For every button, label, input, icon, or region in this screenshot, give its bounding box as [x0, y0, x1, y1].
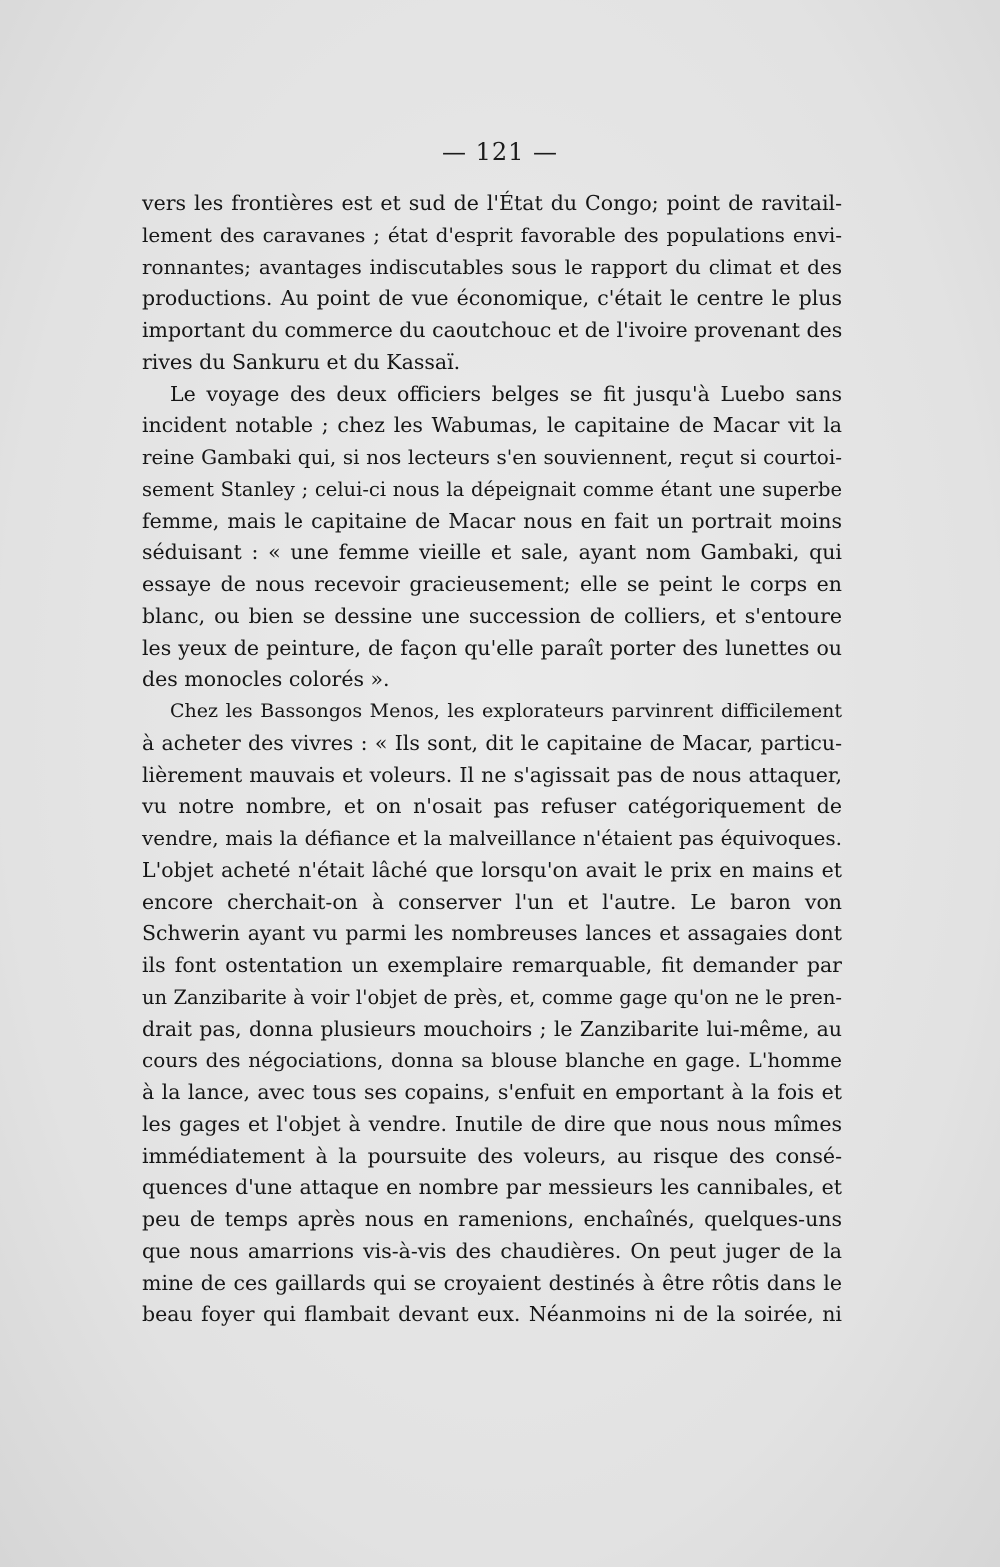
- text-line: ronnantes; avantages indiscutables sous le rapport du climat et des: [142, 254, 842, 279]
- text-line: les gages et l'objet à vendre. Inutile de dire que nous nous mîmes: [142, 1111, 842, 1136]
- text-line: un Zanzibarite à voir l'objet de près, et, comme gage qu'on ne le pren-: [142, 985, 842, 1009]
- text-line: femme, mais le capitaine de Macar nous en fait un portrait moins: [142, 508, 842, 533]
- paragraph-start-line: Le voyage des deux officiers belges se fit jusqu'à Luebo sans: [170, 381, 842, 406]
- text-line: des monocles colorés ».: [142, 667, 390, 692]
- text-line: Schwerin ayant vu parmi les nombreuses lances et assagaies dont: [142, 921, 842, 946]
- text-line: à acheter des vivres : « Ils sont, dit le capitaine de Macar, particu-: [142, 730, 842, 755]
- text-line: blanc, ou bien se dessine une succession de colliers, et s'entoure: [142, 603, 842, 628]
- text-line: important du commerce du caoutchouc et de l'ivoire provenant des: [142, 318, 843, 342]
- text-line: vu notre nombre, et on n'osait pas refuser catégoriquement de: [142, 794, 842, 819]
- text-line: rives du Sankuru et du Kassaï.: [142, 349, 461, 374]
- body-text: [142, 188, 842, 1331]
- text-line: à la lance, avec tous ses copains, s'enfuit en emportant à la fois et: [142, 1080, 842, 1104]
- text-line: vendre, mais la défiance et la malveillance n'étaient pas équivoques.: [142, 826, 842, 850]
- text-line: L'objet acheté n'était lâché que lorsqu'on avait le prix en mains et: [142, 857, 842, 882]
- text-line: immédiatement à la poursuite des voleurs, au risque des consé-: [142, 1143, 842, 1168]
- text-line: ils font ostentation un exemplaire remarquable, fit demander par: [142, 953, 842, 977]
- text-line: reine Gambaki qui, si nos lecteurs s'en souviennent, reçut si courtoi-: [142, 445, 842, 469]
- text-line: incident notable ; chez les Wabumas, le capitaine de Macar vit la: [142, 413, 842, 438]
- text-line: productions. Au point de vue économique, c'était le centre le plus: [142, 286, 842, 311]
- text-line: essaye de nous recevoir gracieusement; elle se peint le corps en: [142, 572, 842, 596]
- text-line: quences d'une attaque en nombre par messieurs les cannibales, et: [142, 1175, 842, 1200]
- text-line: lièrement mauvais et voleurs. Il ne s'agissait pas de nous attaquer,: [142, 762, 842, 787]
- text-line: sement Stanley ; celui-ci nous la dépeignait comme étant une superbe: [142, 477, 842, 501]
- text-line: lement des caravanes ; état d'esprit favorable des populations envi-: [142, 222, 842, 247]
- text-line: drait pas, donna plusieurs mouchoirs ; le Zanzibarite lui-même, au: [142, 1016, 842, 1041]
- text-line: cours des négociations, donna sa blouse blanche en gage. L'homme: [142, 1048, 842, 1073]
- text-line: encore cherchait-on à conserver l'un et l'autre. Le baron von: [142, 889, 842, 914]
- text-line: mine de ces gaillards qui se croyaient destinés à être rôtis dans le: [142, 1270, 842, 1295]
- text-line: les yeux de peinture, de façon qu'elle paraît porter des lunettes ou: [142, 635, 842, 660]
- text-line: séduisant : « une femme vieille et sale, ayant nom Gambaki, qui: [142, 540, 842, 565]
- text-line: beau foyer qui flambait devant eux. Néanmoins ni de la soirée, ni: [142, 1302, 842, 1327]
- text-line: que nous amarrions vis-à-vis des chaudières. On peut juger de la: [142, 1238, 842, 1263]
- text-line: peu de temps après nous en ramenions, enchaînés, quelques-uns: [142, 1207, 842, 1231]
- page-number: — 121 —: [441, 138, 559, 166]
- paragraph-start-line: Chez les Bassongos Menos, les explorateurs parvinrent difficilement: [170, 700, 842, 722]
- text-line: vers les frontières est et sud de l'État du Congo; point de ravitail-: [142, 191, 842, 215]
